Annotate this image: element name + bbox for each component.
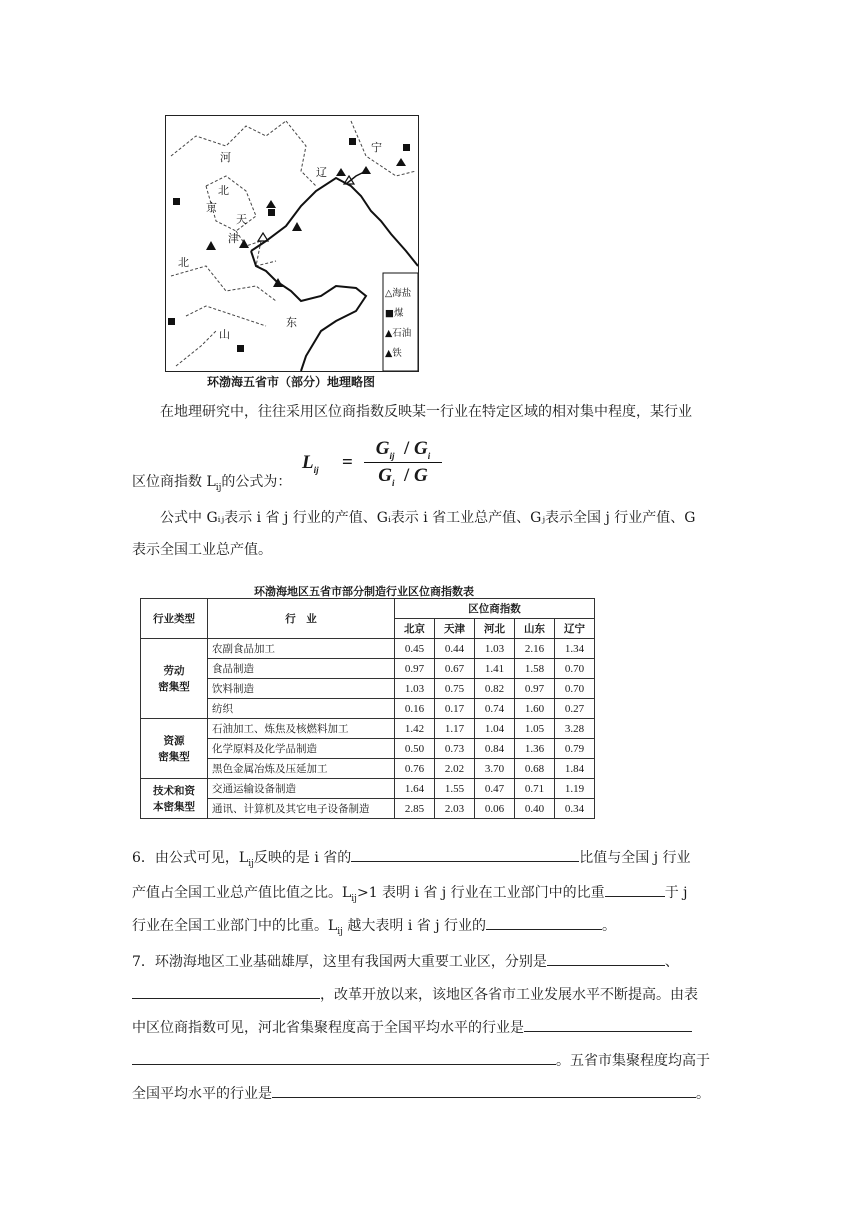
table-header-row bbox=[141, 599, 595, 619]
header-region: 山东 bbox=[515, 619, 555, 639]
industry-cell: 化学原料及化学品制造 bbox=[208, 739, 395, 759]
industry-type-cell bbox=[141, 719, 208, 779]
map-caption: 环渤海五省市（部分）地理略图 bbox=[206, 375, 375, 389]
quotient-value-cell: 0.45 bbox=[395, 639, 435, 659]
quotient-value-cell: 0.06 bbox=[475, 799, 515, 819]
quotient-value-cell: 2.03 bbox=[435, 799, 475, 819]
table-row bbox=[141, 759, 595, 779]
quotient-value-cell: 0.67 bbox=[435, 659, 475, 679]
legend-coal: ■煤 bbox=[385, 308, 404, 319]
legend-oil: ▲石油 bbox=[385, 328, 412, 339]
location-quotient-formula bbox=[302, 438, 442, 488]
map-label-jing: 京 bbox=[206, 201, 217, 214]
header-region: 天津 bbox=[435, 619, 475, 639]
table-row bbox=[141, 699, 595, 719]
industry-cell: 农副食品加工 bbox=[208, 639, 395, 659]
industry-type-text: 密集型 bbox=[158, 680, 190, 693]
answer-blank[interactable] bbox=[132, 1048, 556, 1065]
answer-blank[interactable] bbox=[605, 880, 665, 897]
quotient-value-cell: 1.36 bbox=[515, 739, 555, 759]
formula-denominator: $G_i$ / G bbox=[378, 465, 428, 488]
oil-marker bbox=[292, 222, 302, 231]
question-7-line-1: 7．环渤海地区工业基础雄厚，这里有我国两大重要工业区，分别是 、 bbox=[132, 949, 732, 972]
coal-marker bbox=[268, 209, 275, 216]
quotient-value-cell: 0.75 bbox=[435, 679, 475, 699]
map-label-dong: 东 bbox=[286, 316, 297, 329]
oil-marker bbox=[336, 168, 346, 176]
map-label-jin: 津 bbox=[228, 232, 239, 245]
answer-blank[interactable] bbox=[524, 1015, 692, 1032]
industry-cell: 石油加工、炼焦及核燃料加工 bbox=[208, 719, 395, 739]
question-7-line-3: 中区位商指数可见，河北省集聚程度高于全国平均水平的行业是 bbox=[132, 1015, 732, 1038]
answer-blank[interactable] bbox=[547, 949, 665, 966]
quotient-value-cell: 0.16 bbox=[395, 699, 435, 719]
header-region: 北京 bbox=[395, 619, 435, 639]
quotient-value-cell: 1.64 bbox=[395, 779, 435, 799]
industry-cell: 交通运输设备制造 bbox=[208, 779, 395, 799]
table-row bbox=[141, 739, 595, 759]
quotient-value-cell: 0.71 bbox=[515, 779, 555, 799]
table-row bbox=[141, 679, 595, 699]
industry-type-cell bbox=[141, 779, 208, 819]
industry-cell: 饮料制造 bbox=[208, 679, 395, 699]
industry-cell: 通讯、计算机及其它电子设备制造 bbox=[208, 799, 395, 819]
iron-marker bbox=[396, 158, 406, 166]
quotient-value-cell: 2.85 bbox=[395, 799, 435, 819]
legend-iron: ▲铁 bbox=[385, 348, 402, 359]
header-location-quotient: 区位商指数 bbox=[395, 599, 595, 619]
industry-type-text: 本密集型 bbox=[153, 800, 195, 813]
industry-type-text: 劳动 bbox=[163, 664, 185, 677]
header-industry-type: 行业类型 bbox=[141, 599, 208, 639]
map-label-liao: 辽 bbox=[316, 166, 327, 179]
coal-marker bbox=[349, 138, 356, 145]
question-7-line-5: 全国平均水平的行业是 。 bbox=[132, 1081, 732, 1104]
industry-cell: 纺织 bbox=[208, 699, 395, 719]
map-label-he: 河 bbox=[220, 151, 231, 164]
table-title: 环渤海地区五省市部分制造行业区位商指数表 bbox=[254, 585, 474, 598]
intro-para-4: 表示全国工业总产值。 bbox=[132, 542, 272, 558]
intro-para-2: 区位商指数 $L_{ij}$的公式为： bbox=[132, 474, 292, 493]
quotient-value-cell: 3.28 bbox=[555, 719, 595, 739]
intro-para-1: 在地理研究中，往往采用区位商指数反映某一行业在特定区域的相对集中程度，某行业 bbox=[160, 404, 692, 420]
industry-type-text: 密集型 bbox=[158, 750, 190, 763]
map-label-bei: 北 bbox=[218, 184, 229, 197]
industry-type-text: 资源 bbox=[163, 734, 185, 747]
quotient-value-cell: 0.97 bbox=[395, 659, 435, 679]
quotient-value-cell: 1.41 bbox=[475, 659, 515, 679]
table-row bbox=[141, 659, 595, 679]
quotient-value-cell: 2.02 bbox=[435, 759, 475, 779]
quotient-value-cell: 2.16 bbox=[515, 639, 555, 659]
intro-para-3: 公式中 Gᵢⱼ表示 i 省 j 行业的产值、Gᵢ表示 i 省工业总产值、Gⱼ表示全国 j 行业产值、G bbox=[160, 510, 696, 526]
question-6-line-2: 产值占全国工业总产值比值之比。$L_{ij}>1$ 表明 i 省 j 行业在工业部门中的比重 于 j bbox=[132, 880, 732, 909]
answer-blank[interactable] bbox=[272, 1081, 696, 1098]
quotient-value-cell: 3.70 bbox=[475, 759, 515, 779]
quotient-value-cell: 1.17 bbox=[435, 719, 475, 739]
table-row bbox=[141, 779, 595, 799]
industry-cell: 黑色金属冶炼及压延加工 bbox=[208, 759, 395, 779]
iron-marker bbox=[361, 166, 371, 174]
header-region: 河北 bbox=[475, 619, 515, 639]
quotient-value-cell: 0.17 bbox=[435, 699, 475, 719]
quotient-value-cell: 0.70 bbox=[555, 679, 595, 699]
quotient-value-cell: 0.68 bbox=[515, 759, 555, 779]
oil-marker bbox=[239, 239, 249, 248]
question-6-line-3: 行业在全国工业部门中的比重。$L_{ij}$ 越大表明 i 省 j 行业的 。 bbox=[132, 913, 732, 942]
question-6-line-1: 6．由公式可见，$L_{ij}$反映的是 i 省的 比值与全国 j 行业 bbox=[132, 845, 732, 874]
table-row bbox=[141, 799, 595, 819]
quotient-value-cell: 0.70 bbox=[555, 659, 595, 679]
quotient-value-cell: 0.34 bbox=[555, 799, 595, 819]
quotient-value-cell: 0.76 bbox=[395, 759, 435, 779]
map-label-tian: 天 bbox=[236, 213, 247, 226]
map-label-shan: 山 bbox=[219, 328, 230, 341]
header-industry: 行 业 bbox=[208, 599, 395, 639]
quotient-value-cell: 0.40 bbox=[515, 799, 555, 819]
map-drawing bbox=[166, 116, 418, 371]
answer-blank[interactable] bbox=[351, 845, 579, 862]
quotient-value-cell: 0.44 bbox=[435, 639, 475, 659]
quotient-value-cell: 0.97 bbox=[515, 679, 555, 699]
question-7-line-2: ，改革开放以来，该地区各省市工业发展水平不断提高。由表 bbox=[132, 982, 732, 1005]
quotient-value-cell: 0.50 bbox=[395, 739, 435, 759]
quotient-value-cell: 1.84 bbox=[555, 759, 595, 779]
coal-marker bbox=[173, 198, 180, 205]
quotient-value-cell: 1.34 bbox=[555, 639, 595, 659]
quotient-value-cell: 0.82 bbox=[475, 679, 515, 699]
quotient-value-cell: 0.73 bbox=[435, 739, 475, 759]
quotient-value-cell: 1.19 bbox=[555, 779, 595, 799]
answer-blank[interactable] bbox=[486, 913, 602, 930]
quotient-value-cell: 0.79 bbox=[555, 739, 595, 759]
location-quotient-table bbox=[140, 598, 595, 819]
region-map bbox=[165, 115, 419, 372]
quotient-value-cell: 0.84 bbox=[475, 739, 515, 759]
map-label-ning: 宁 bbox=[371, 141, 382, 154]
formula-lhs: $L_{ij}$ bbox=[302, 452, 319, 475]
quotient-value-cell: 1.60 bbox=[515, 699, 555, 719]
quotient-value-cell: 1.55 bbox=[435, 779, 475, 799]
industry-cell: 食品制造 bbox=[208, 659, 395, 679]
quotient-value-cell: 1.03 bbox=[395, 679, 435, 699]
formula-numerator: $G_{ij} / G_i$ bbox=[375, 438, 431, 461]
industry-type-text: 技术和资 bbox=[153, 784, 195, 797]
table-row bbox=[141, 719, 595, 739]
coal-marker bbox=[403, 144, 410, 151]
quotient-value-cell: 1.03 bbox=[475, 639, 515, 659]
answer-blank[interactable] bbox=[132, 982, 320, 999]
quotient-value-cell: 1.58 bbox=[515, 659, 555, 679]
quotient-value-cell: 1.42 bbox=[395, 719, 435, 739]
formula-equals: = bbox=[342, 452, 353, 473]
formula-fraction-bar bbox=[364, 462, 442, 463]
legend-sea-salt: △海盐 bbox=[385, 288, 412, 299]
coal-marker bbox=[168, 318, 175, 325]
quotient-value-cell: 1.05 bbox=[515, 719, 555, 739]
industry-type-cell bbox=[141, 639, 208, 719]
iron-marker bbox=[266, 200, 276, 208]
quotient-value-cell: 1.04 bbox=[475, 719, 515, 739]
table-row bbox=[141, 639, 595, 659]
quotient-value-cell: 0.27 bbox=[555, 699, 595, 719]
question-7-line-4: 。五省市集聚程度均高于 bbox=[132, 1048, 732, 1071]
quotient-value-cell: 0.47 bbox=[475, 779, 515, 799]
oil-marker bbox=[206, 241, 216, 250]
quotient-value-cell: 0.74 bbox=[475, 699, 515, 719]
header-region: 辽宁 bbox=[555, 619, 595, 639]
map-label-bei2: 北 bbox=[178, 256, 189, 269]
coal-marker bbox=[237, 345, 244, 352]
